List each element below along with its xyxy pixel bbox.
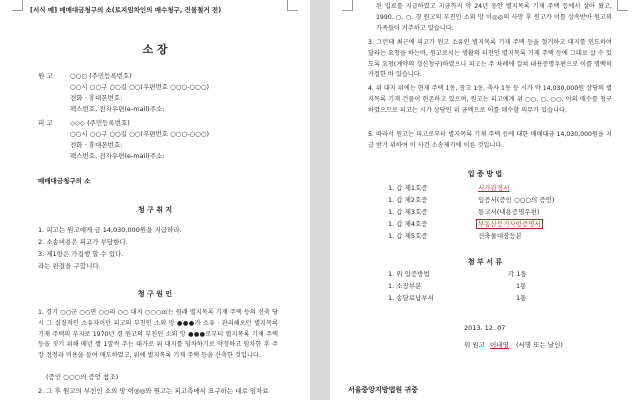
form-header: [서식 예] 매매대금청구의 소(토지임차인의 매수청구, 건물철거 전) bbox=[30, 6, 222, 14]
plaintiff-fax: 팩스번호, 전자우편(e-mail)주소: bbox=[70, 105, 165, 113]
plaintiff-name: ○○○ (주민등록번호) bbox=[70, 72, 132, 80]
defendant-phone: 전화 · 휴대폰번호: bbox=[70, 141, 123, 149]
claim-item-2: 2. 소송비용은 피고가 부담한다. bbox=[38, 238, 128, 246]
cause-paragraph-2: 2. 그 후 원고의 부친인 소외 망 이◎◎와 원고는 피고측에서 요구하는 대로 임차료 bbox=[38, 387, 269, 395]
evidence-desc: 시가감정서 bbox=[478, 184, 510, 192]
defendant-name: ◇◇◇ (주민등록번호) bbox=[70, 119, 130, 127]
evidence-heading: 입 증 방 법 bbox=[467, 170, 503, 178]
page-corner-mark bbox=[12, 0, 23, 11]
attachment-name: 1. 위 입증방법 bbox=[388, 270, 430, 278]
claim-heading: 청 구 취 지 bbox=[137, 206, 173, 214]
page-corner-mark bbox=[287, 0, 298, 11]
plaintiff-role: 원 고 bbox=[38, 72, 53, 80]
evidence-no: 1. 갑 제5호증 bbox=[388, 232, 428, 240]
cause-item-3: 3. 그런데 최근에 피고가 원고 소유인 별지목록 기재 주택 등을 철거하고 대지를 인도하여 달라는 요청을 하는바, 원고로서는 생활의 터전인 별지목록 기재 주택 등에 그대로 살 수 있도록 요청(계약의 갱신청구)하였으나 피고는 주 차례에 걸쳐 내용증명우편으로 이를 명백히 거절한 바 있습니다. bbox=[368, 39, 612, 79]
evidence-desc: 건축물대장등본 bbox=[478, 232, 522, 240]
filing-date: 2013. 12. 07 bbox=[464, 324, 506, 332]
evidence-no: 1. 갑 제3호증 bbox=[388, 208, 428, 216]
signature-label: 위 원고 bbox=[464, 341, 485, 349]
plaintiff-phone: 전화 · 휴대폰번호: bbox=[70, 94, 123, 102]
cause-heading: 청 구 원 인 bbox=[137, 290, 173, 298]
cause-item-4: 4. 위 대지 위에는 현재 주택 1동, 창고 1동, 축사 1동 등 시가 약 14,030,000원 상당의 별지목록 기재 건물이 현존하고 있으며, 원고는 피고에게 위 ○○. ○. ○○. 이의 매수를 청구하였으므로 피고는 시가 상당인 위 금액으로 이를 매수할 의무가 있습니다. bbox=[368, 85, 612, 114]
document-page-1 bbox=[0, 0, 310, 400]
document-page-2 bbox=[330, 0, 640, 400]
attachment-name: 1. 송달료납부서 bbox=[388, 294, 434, 302]
page-corner-mark bbox=[342, 0, 353, 11]
court-name: 서울중앙지방법원 귀중 bbox=[348, 386, 419, 394]
evidence-no: 1. 갑 제2호증 bbox=[388, 196, 428, 204]
claim-item-3: 3. 제1항은 가집행 할 수 있다. bbox=[38, 250, 124, 258]
cause-continued: 된 입료를 지급하였고 지금까지 약 24년 동안 별지목록 기재 주택 등에서 살아 왔고, 1990. ○. ○. 경 원고의 부친인 소외 망 이◎◎의 사망 후 원고가 이를 상속받아 원고의 가족들이 거주하고 있습니다. bbox=[376, 3, 612, 32]
cause-item-5: 5. 따라서 원고는 피고로부터 별지목록 기재 주택 등에 대한 매매대금 14,030,000원을 지급 받기 위하여 이 사건 소송제기에 이른 것입니다. bbox=[368, 131, 612, 149]
evidence-desc: 부동산등기사항증명서 bbox=[478, 220, 541, 228]
attachment-qty: 1통 bbox=[516, 282, 527, 290]
evidence-desc: 통고서(내용증명우편) bbox=[478, 208, 540, 216]
evidence-no: 1. 갑 제4호증 bbox=[388, 220, 428, 228]
attachment-qty: 1통 bbox=[516, 294, 527, 302]
defendant-address: ○○시 ○○구 ○○길 ○○(우편번호 ○○○-○○○) bbox=[70, 130, 210, 138]
document-title: 소 장 bbox=[142, 43, 168, 56]
signature-name: 이내영 bbox=[490, 341, 509, 349]
page-corner-mark bbox=[617, 0, 628, 11]
attachment-qty: 각 1통 bbox=[508, 270, 527, 278]
plaintiff-address: ○○시 ○○구 ○○길 ○○(우편번호 ○○○-○○○) bbox=[70, 83, 210, 91]
defendant-fax: 팩스번호, 전자우편(e-mail)주소: bbox=[70, 152, 165, 160]
defendant-role: 피 고 bbox=[38, 119, 53, 127]
cause-note: (증인 ○○○의 증언 참조) bbox=[46, 373, 119, 381]
attachment-name: 1. 소장부본 bbox=[388, 282, 422, 290]
evidence-no: 1. 갑 제1호증 bbox=[388, 184, 428, 192]
signature-note: (서명 또는 날인) bbox=[516, 341, 563, 349]
cause-paragraph-1: 1. 경기 ○○군 ○○면 ○○리 ○○ 대지 ○○○㎡는 원래 별지목록 기재 주택 등의 신축 당시 그 실질적인 소유자이던 피고의 부친인 소외 망 ●●●가 소유 · 관리해오던 별지목록 기재 주택의 부지로 1970년 경 원고의 부친인 소외 망 ●●●로부터 별지목록 기재 주택 등을 짓기 위해 매년 쌀 1말씩 주는 대가로 위 대지를 임차하기로 약정하고 임차한 후 주장 정정과 비용을 들여 매도하였고, 위에 별지목록 기재 주택 등을 신축한 것입니다. bbox=[38, 309, 278, 360]
claim-item-1: 1. 피고는 원고에게 금 14,030,000원을 지급하라. bbox=[38, 226, 182, 234]
evidence-desc: 입증서(증인 ○○○의 증언) bbox=[478, 196, 555, 204]
attachments-heading: 첨 부 서 류 bbox=[467, 258, 503, 266]
case-title: 매매대금청구의 소 bbox=[38, 177, 91, 185]
claim-ending: 라는 판결을 구합니다. bbox=[38, 262, 101, 270]
